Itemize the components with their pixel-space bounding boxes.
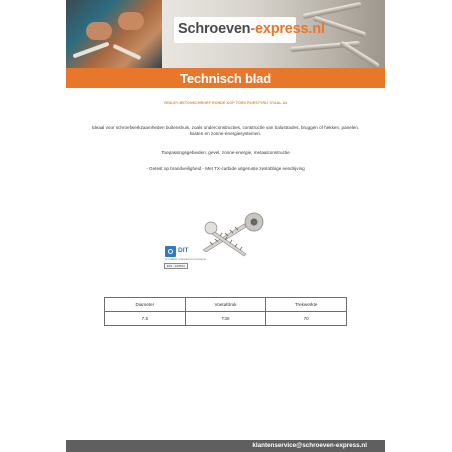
screw-image — [302, 2, 362, 19]
table-cell: 70 — [266, 312, 347, 326]
product-description: Ideaal voor schroefwerkzaamheden buitenshuis, zoals onderconstructies, constructie van balustrades, bruggen of hekken, panelen, kasten en zonne-energiesystemen. — [91, 125, 360, 137]
brand-logo-text — [178, 21, 325, 37]
footer-email-link[interactable]: klantenservice@schroeven-express.nl — [252, 442, 367, 449]
product-applications: Toepassingsgebieden: gevel, zonne-energie, metaalconstructie — [161, 150, 290, 155]
product-subtitle: VENLEY-BETONSCHROEF RONDE KOP TORX ROESTVRIJ STAAL A4 — [163, 101, 288, 105]
title-bar — [66, 68, 385, 88]
table-row — [105, 312, 347, 326]
certificate-code: ETA - 13/0514 — [164, 263, 188, 269]
hand-image — [86, 22, 112, 40]
table-header-cell: Diameter — [105, 298, 186, 312]
hand-image — [118, 12, 144, 30]
table-cell: T30 — [185, 312, 266, 326]
logo-accent-text: -express.nl — [250, 21, 325, 37]
footer-bar — [66, 440, 385, 452]
table-header-cell: Trekwerkte — [266, 298, 347, 312]
brand-logo[interactable] — [174, 17, 325, 43]
header-banner — [66, 0, 385, 68]
logo-main-text: Schroeven — [178, 21, 251, 37]
certificate-badge — [162, 246, 207, 274]
certificate-label: DIT — [178, 247, 189, 254]
tool-image — [113, 44, 142, 60]
certificate-tiny-text: DOCUMENT D'INDICATION TECHNIQUE — [165, 259, 207, 261]
page-title: Technisch blad — [180, 70, 271, 86]
table-header-row — [105, 298, 347, 312]
certificate-icon — [165, 246, 176, 257]
table-cell: 7.5 — [105, 312, 186, 326]
tool-image — [72, 42, 109, 59]
specs-table — [104, 297, 347, 326]
product-features: - Getest op brandveiligheid - Met TX-carbide uitgeruste zeslobbige eendrijving — [146, 166, 305, 171]
table-header-cell: Voetafdruk — [185, 298, 266, 312]
technical-sheet-page — [66, 0, 385, 452]
banner-photo-hands-with-tools — [66, 0, 162, 68]
